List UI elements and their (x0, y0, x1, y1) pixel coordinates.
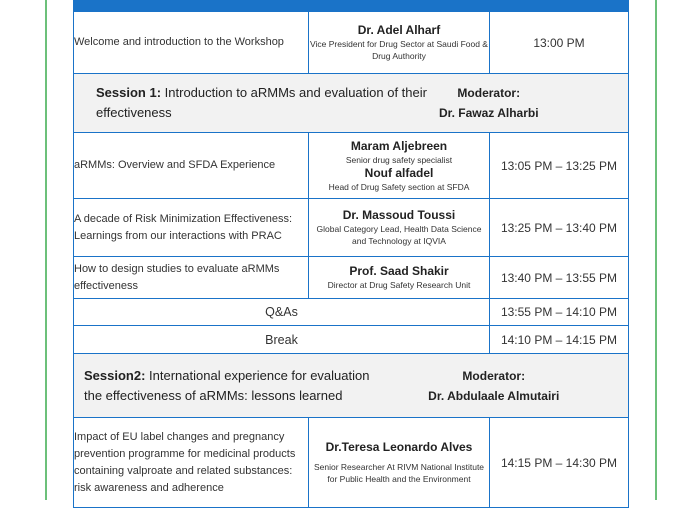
moderator-name: Dr. Abdulaale Almutairi (428, 388, 560, 403)
session-title: International experience for evaluation the effectiveness of aRMMs: lessons learned (84, 367, 370, 403)
topic-cell: aRMMs: Overview and SFDA Experience (74, 133, 309, 199)
page-border-left (45, 0, 47, 500)
time-cell: 13:25 PM – 13:40 PM (490, 199, 629, 257)
table-header-row (74, 0, 629, 12)
session-row (74, 354, 629, 418)
topic-cell: Impact of EU label changes and pregnancy prevention programme for medicinal products containing valproate and related substances: risk awareness and adherence (74, 418, 309, 508)
speaker-role: Global Category Lead, Health Data Science and Technology at IQVIA (316, 224, 482, 246)
session-moderator-cell (438, 74, 629, 133)
header-cell-time (490, 0, 629, 12)
speaker-cell (309, 257, 490, 299)
session-label: Session2: (84, 367, 146, 383)
table-row (74, 12, 629, 74)
moderator-label: Moderator: (457, 86, 521, 100)
table-row (74, 257, 629, 299)
time-cell: 13:40 PM – 13:55 PM (490, 257, 629, 299)
speaker-role: Vice President for Drug Sector at Saudi Food & Drug Authority (310, 39, 488, 61)
time-cell: 14:10 PM – 14:15 PM (490, 326, 629, 354)
topic-cell: Welcome and introduction to the Workshop (74, 12, 309, 74)
table-row (74, 133, 629, 199)
speaker-role: Senior Researcher At RIVM National Institute for Public Health and the Environment (313, 462, 485, 484)
time-cell: 13:05 PM – 13:25 PM (490, 133, 629, 199)
speaker-name: Maram Aljebreen (350, 138, 448, 153)
speaker-name: Dr. Adel Alharf (357, 23, 441, 37)
table-row (74, 418, 629, 508)
break-label: Break (74, 326, 490, 354)
header-cell-speaker (309, 0, 490, 12)
session-moderator-cell (428, 354, 629, 418)
time-cell: 13:55 PM – 14:10 PM (490, 299, 629, 326)
topic-cell: How to design studies to evaluate aRMMs effectiveness (74, 257, 309, 299)
session-label: Session 1: (96, 85, 162, 100)
speaker-name: Dr.Teresa Leonardo Alves (325, 440, 473, 454)
time-cell: 13:00 PM (490, 12, 629, 74)
session-row (74, 74, 629, 133)
speaker-name: Nouf alfadel (364, 165, 434, 180)
speaker-cell (309, 12, 490, 74)
moderator-name: Dr. Fawaz Alharbi (438, 106, 539, 120)
speaker-name: Dr. Massoud Toussi (342, 208, 456, 222)
page-border-right (655, 0, 657, 500)
time-cell: 14:15 PM – 14:30 PM (490, 418, 629, 508)
speaker-cell (309, 418, 490, 508)
table-row (74, 299, 629, 326)
speaker-role: Head of Drug Safety section at SFDA (328, 181, 470, 192)
speaker-role: Director at Drug Safety Research Unit (327, 280, 471, 290)
table-row (74, 199, 629, 257)
speaker-cell (309, 199, 490, 257)
header-cell-topic (74, 0, 309, 12)
qa-label: Q&As (74, 299, 490, 326)
topic-cell: A decade of Risk Minimization Effectiveness: Learnings from our interactions with PRAC (74, 199, 309, 257)
agenda-table (73, 0, 629, 508)
table-row (74, 326, 629, 354)
speaker-name: Prof. Saad Shakir (349, 264, 449, 278)
moderator-label: Moderator: (462, 368, 526, 383)
session-title: Introduction to aRMMs and evaluation of their effectiveness (96, 85, 427, 120)
speaker-role: Senior drug safety specialist (345, 154, 453, 165)
speaker-cell (309, 133, 490, 199)
